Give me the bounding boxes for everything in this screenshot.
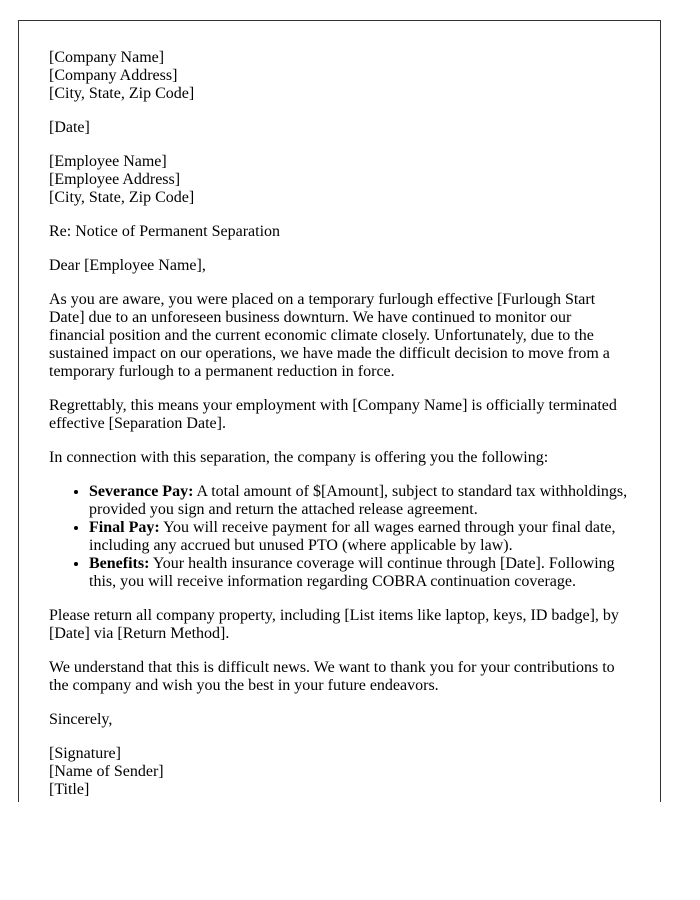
offer-label: Benefits:	[89, 555, 150, 572]
offer-text: You will receive payment for all wages earned through your final date, including any accrued but unused PTO (where applicable by law).	[89, 519, 616, 554]
recipient-address: [Employee Address]	[49, 171, 181, 188]
offer-item-benefits	[89, 555, 630, 591]
sender-name: [Name of Sender]	[49, 763, 164, 780]
offer-text: A total amount of $[Amount], subject to standard tax withholdings, provided you sign and return the attached release agreement.	[89, 483, 628, 518]
body-paragraph: In connection with this separation, the company is offering you the following:	[49, 449, 549, 466]
sender-company-address: [Company Address]	[49, 67, 178, 84]
sender-title: [Title]	[49, 781, 90, 798]
body-paragraph: Regrettably, this means your employment with [Company Name] is officially terminated effective [Separation Date].	[49, 397, 617, 432]
salutation: Dear [Employee Name],	[49, 257, 206, 274]
letter-page	[18, 20, 661, 802]
offer-label: Severance Pay:	[89, 483, 194, 500]
letter-date: [Date]	[49, 119, 90, 136]
offer-list	[49, 483, 630, 591]
offer-item-final-pay	[89, 519, 630, 555]
recipient-city-state-zip: [City, State, Zip Code]	[49, 189, 195, 206]
sender-city-state-zip: [City, State, Zip Code]	[49, 85, 195, 102]
sender-company-name: [Company Name]	[49, 49, 165, 66]
body-paragraph: As you are aware, you were placed on a temporary furlough effective [Furlough Start Date] due to an unforeseen business downturn. We have continued to monitor our financial position and the current economic climate closely. Unfortunately, due to the sustained impact on our operations, we have made the difficult decision to move from a temporary furlough to a permanent reduction in force.	[49, 291, 610, 380]
signature-block	[49, 745, 630, 799]
recipient-block	[49, 153, 630, 207]
body-paragraph: We understand that this is difficult news. We want to thank you for your contributions to the company and wish you the best in your future endeavors.	[49, 659, 615, 694]
offer-item-severance	[89, 483, 630, 519]
sender-block	[49, 49, 630, 103]
signoff: Sincerely,	[49, 711, 113, 728]
signature: [Signature]	[49, 745, 121, 762]
body-paragraph: Please return all company property, including [List items like laptop, keys, ID badge], by [Date] via [Return Method].	[49, 607, 619, 642]
recipient-name: [Employee Name]	[49, 153, 167, 170]
subject-line: Re: Notice of Permanent Separation	[49, 223, 281, 240]
offer-label: Final Pay:	[89, 519, 160, 536]
offer-text: Your health insurance coverage will continue through [Date]. Following this, you will receive information regarding COBRA continuation coverage.	[89, 555, 615, 590]
